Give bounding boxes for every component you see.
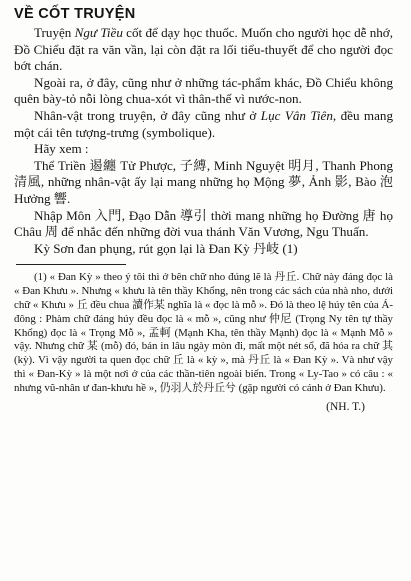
footnote-separator [16,264,126,265]
paragraph-lookup: Hãy xem : [34,141,89,157]
section-title: VỀ CỐT TRUYỆN [14,6,136,22]
footnote-signature: (NH. T.) [326,401,365,414]
main-text [14,25,393,257]
work-title: Ngư Tiều [74,25,123,40]
paragraph-names-2: Nhập Môn 入門, Đạo Dẫn 導引 thời mang những họ Đường 唐 họ Châu 周 để nhắc đến những đời vua thánh Văn Vương, Ngu Thuấn. [14,207,393,240]
footnote [14,271,393,413]
paragraph-names-3: Kỳ Sơn đan phụng, rút gọn lại là Đan Kỳ 丹岐 (1) [34,240,298,256]
paragraph-names-1: Thể Triền 遏纏 Tử Phược, 子縛, Minh Nguyệt 明月, Thanh Phong 清風, những nhân-vật ấy lại mang những họ Mộng 夢, Ảnh 影, Bào 泡 Hưởng 響. [14,157,393,206]
paragraph-intro: Truyện Ngư Tiều cốt để dạy học thuốc. Muốn cho người học dễ nhớ, Đồ Chiểu đặt ra văn vần, lại còn đặt ra lối tiểu-thuyết để cho người đọc bớt chán. [14,25,393,74]
work-title: Lục Vân Tiên [260,107,333,123]
paragraph-context: Ngoài ra, ở đây, cũng như ở những tác-phẩm khác, Đồ Chiểu không quên bày-tỏ nỗi lòng chua-xót vì thân-thế vì nước-non. [14,74,393,107]
paragraph-characters: Nhân-vật trong truyện, ở đây cũng như ở Lục Vân Tiên, đều mang một cái tên tượng-trưng (symbolique). [14,107,393,140]
footnote-text: (1) « Đan Kỳ » theo ý tôi thì ở bên chữ nho đúng lẽ là 丹丘. Chữ này đáng đọc là « Đan Khưu ». Nhưng « khưu là tên thầy Khổng, nên trong các sách của nhà nho, dưới chữ « Khưu » 丘 đều chua 讀作某 nghĩa là « đọc là mỗ ». Đó là theo lệ húy tên của Á-đông : Phàm chữ đáng húy đều đọc là « mỗ », cũng như 仲尼 (Trọng Ny tên tự thầy Khổng) đọc là « Trọng Mỗ », 孟軻 (Mạnh Kha, tên thầy Mạnh) đọc là « Mạnh Mỗ » vậy. Nhưng chữ 某 (mỗ) đó, bản in lâu ngày mòn đi, mất một nét sổ, đã hóa ra chữ 其 (kỳ). Vì vậy người ta quen đọc chữ 丘 là « kỳ », mà 丹丘 là « Đan Kỳ ». Và như vậy thì « Đan-Kỳ » là một nơi ở của các thần-tiên ngoài biển. Trong « Ly-Tao » có câu : « nhưng vũ-nhân ư đan-khưu hề », 仍羽人於丹丘兮 (gặp người có cánh ở Đan Khưu). [14,271,393,394]
